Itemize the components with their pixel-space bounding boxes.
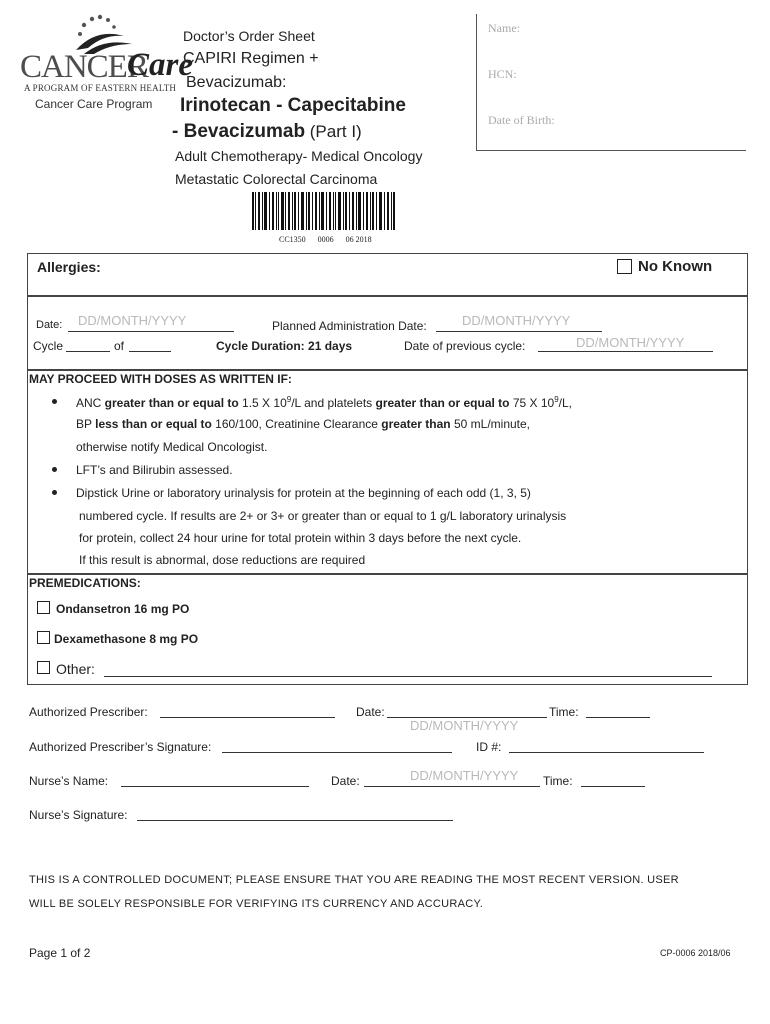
cycle-label: Cycle [33,339,64,353]
sheet-label: Doctor’s Order Sheet [183,28,315,44]
proceed-item-urine-1: Dipstick Urine or laboratory urinalysis for protein at the beginning of each odd (1, 3, 5) [76,486,531,500]
controlled-notice-line1: THIS IS A CONTROLLED DOCUMENT; PLEASE ENSURE THAT YOU ARE READING THE MOST RECENT VERSION. USER [29,874,679,886]
other-checkbox[interactable] [37,661,50,674]
regimen-title-line2: - Bevacizumab (Part I) [172,121,362,142]
premeds-title: PREMEDICATIONS: [29,576,141,590]
ondansetron-checkbox[interactable] [37,601,50,614]
barcode [252,192,396,230]
dexamethasone-label: Dexamethasone 8 mg PO [54,632,199,646]
program-label: Cancer Care Program [35,97,153,111]
signature-field[interactable] [222,752,452,753]
planned-date-underline [436,331,602,332]
controlled-notice-line2: WILL BE SOLELY RESPONSIBLE FOR VERIFYING ITS CURRENCY AND ACCURACY. [29,898,484,910]
regimen-line1: CAPIRI Regimen + [183,50,319,67]
patient-box-bottom-border [476,150,746,151]
patient-hcn-field[interactable]: HCN: [488,67,517,81]
patient-dob-field[interactable]: Date of Birth: [488,113,555,127]
proceed-item-bp: BP less than or equal to 160/100, Creatinine Clearance greater than 50 mL/minute, [76,417,531,431]
patient-box-left-border [476,14,477,151]
premeds-box [27,574,748,685]
bullet-dot [52,399,57,404]
prescriber-time-label: Time: [549,705,579,719]
no-known-checkbox[interactable] [617,259,632,274]
date-underline [68,331,234,332]
of-field[interactable] [129,351,171,352]
page-number: Page 1 of 2 [29,946,91,960]
nurse-name-field[interactable] [121,786,309,787]
proceed-title: MAY PROCEED WITH DOSES AS WRITTEN IF: [29,372,292,386]
proceed-item-urine-3: for protein, collect 24 hour urine for total protein within 3 days before the next cycle. [79,531,522,545]
nurse-date-field[interactable]: DD/MONTH/YYYY [410,768,519,783]
date-label: Date: [36,319,63,331]
regimen-title-line1: Irinotecan - Capecitabine [180,95,406,116]
logo-care-word: Care [127,47,193,83]
id-field[interactable] [509,752,704,753]
cycle-field[interactable] [66,351,110,352]
regimen-line2: Bevacizumab: [186,74,287,91]
prescriber-label: Authorized Prescriber: [29,705,148,719]
dexamethasone-checkbox[interactable] [37,631,50,644]
of-label: of [114,339,125,353]
nurse-date-label: Date: [331,774,360,788]
allergies-label: Allergies: [37,259,101,275]
nurse-name-label: Nurse’s Name: [29,774,109,788]
ondansetron-label: Ondansetron 16 mg PO [56,602,190,616]
proceed-item-lft: LFT’s and Bilirubin assessed. [76,463,233,477]
cycle-duration: Cycle Duration: 21 days [216,339,353,353]
logo-subtitle: A PROGRAM OF EASTERN HEALTH [24,83,177,93]
nurse-signature-field[interactable] [137,820,453,821]
subtitle-1: Adult Chemotherapy- Medical Oncology [175,148,423,164]
bullet-dot [52,490,57,495]
previous-cycle-label: Date of previous cycle: [404,339,526,353]
proceed-item-anc: ANC greater than or equal to 1.5 X $10^9/L$ and platelets greater than or equal to 75 X $10^9/L$, [76,395,573,410]
planned-date-field[interactable]: DD/MONTH/YYYY [462,313,571,328]
previous-cycle-underline [538,351,713,352]
prescriber-field[interactable] [160,717,335,718]
proceed-item-notify: otherwise notify Medical Oncologist. [76,440,268,454]
dates-box [27,296,748,370]
planned-date-label: Planned Administration Date: [272,319,427,333]
proceed-item-urine-4: If this result is abnormal, dose reductions are required [79,553,366,567]
signature-label: Authorized Prescriber’s Signature: [29,740,212,754]
id-label: ID #: [476,740,502,754]
document-code: CP-0006 2018/06 [660,948,731,958]
prescriber-time-field[interactable] [586,717,650,718]
nurse-time-field[interactable] [581,786,645,787]
subtitle-2: Metastatic Colorectal Carcinoma [175,171,378,187]
nurse-signature-label: Nurse’s Signature: [29,808,128,822]
nurse-time-label: Time: [543,774,573,788]
other-label: Other: [56,661,95,677]
previous-cycle-field[interactable]: DD/MONTH/YYYY [576,335,685,350]
barcode-text: CC1350 0006 06 2018 [279,235,372,244]
other-field[interactable] [104,676,712,677]
no-known-label: No Known [638,258,713,275]
patient-name-field[interactable]: Name: [488,21,520,35]
nurse-date-underline [364,786,540,787]
prescriber-date-label: Date: [356,705,385,719]
logo-cancer-word: CANCER [20,49,148,85]
bullet-dot [52,467,57,472]
proceed-item-urine-2: numbered cycle. If results are 2+ or 3+ or greater than or equal to 1 g/L laboratory urinalysis [79,509,567,523]
prescriber-date-field[interactable]: DD/MONTH/YYYY [410,718,519,733]
date-field[interactable]: DD/MONTH/YYYY [78,313,187,328]
